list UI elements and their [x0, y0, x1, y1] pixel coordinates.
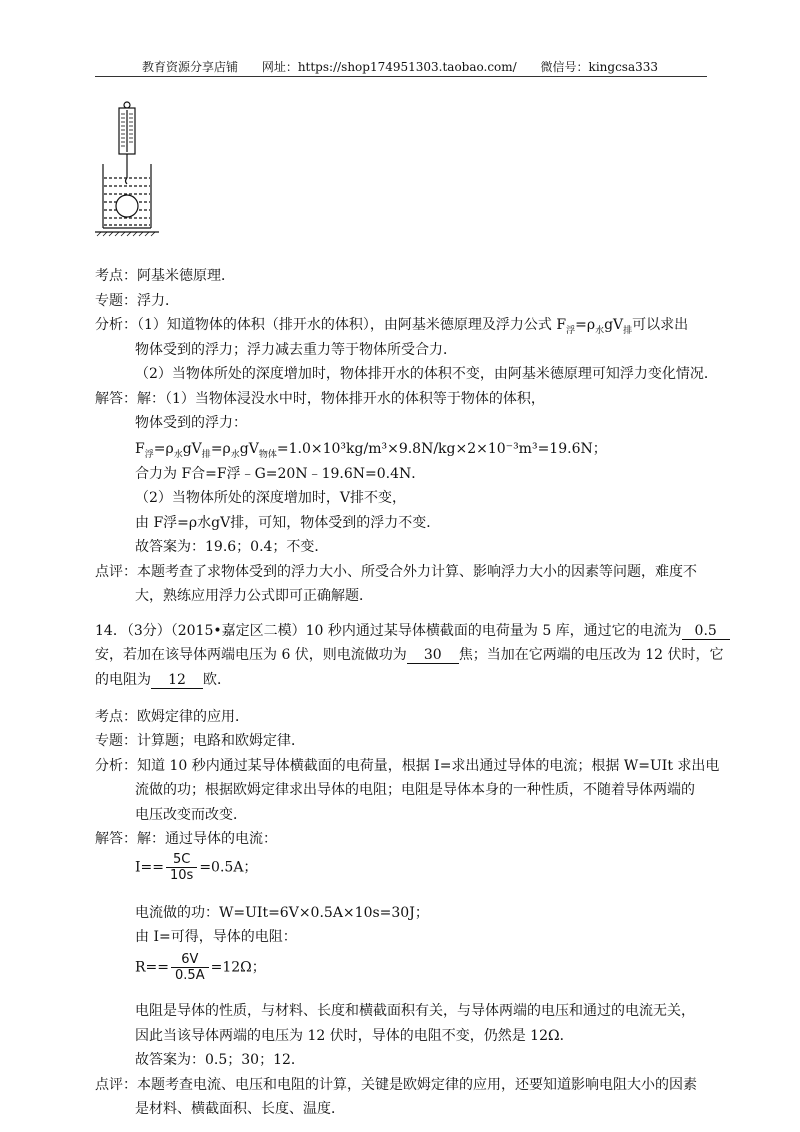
q14-stem-line1: 14．（3分）（2015•嘉定区二模）10 秒内通过某导体横截面的电荷量为 5 库，通过它的电流为 0.5	[95, 620, 730, 640]
page-header	[0, 58, 800, 75]
shop-name: 教育资源分享店铺	[141, 60, 238, 74]
header-divider	[95, 76, 707, 77]
q13-buoyancy-formula: $F_浮=\rho_水gV_排=\rho_水gV_{物体}=1.0\times 10^3kg/m^3\times 9.8N/kg\times 2\times 10^{-3}m^3=19.6N$；	[135, 441, 607, 460]
q13-fenxi-line1: 分析：（1）知道物体的体积（排开水的体积），由阿基米德原理及浮力公式 $F_浮=\rho_水gV_排$可以求出	[95, 317, 689, 336]
q13-jieda-line4: 由 F浮=ρ水gV排，可知，物体受到的浮力不变．	[135, 515, 441, 531]
q14-stem-line3: 的电阻为 12 欧．	[95, 672, 231, 688]
q14-dianping-line2: 是材料、横截面积、长度、温度．	[135, 1101, 345, 1117]
shop-url: 网址：https://shop174951303.taobao.com/	[261, 60, 517, 74]
q14-kaodian: 考点：欧姆定律的应用．	[95, 709, 249, 725]
q14-prop-line2: 因此当该导体两端的电压为 12 伏时，导体的电阻不变，仍然是 12Ω．	[135, 1028, 574, 1044]
q13-jieda-line1: 解答：解：（1）当物体浸没水中时，物体排开水的体积等于物体的体积，	[95, 391, 545, 407]
q14-fenxi-line1: 分析：知道 10 秒内通过某导体横截面的电荷量，根据 I=求出通过导体的电流；根据 W=UIt 求出电	[95, 758, 720, 774]
wechat-id: 微信号：kingcsa333	[540, 60, 659, 74]
q14-jieda-line1: 解答：解：通过导体的电流：	[95, 831, 277, 847]
q14-dianping-line1: 点评：本题考查电流、电压和电阻的计算，关键是欧姆定律的应用，还要知道影响电阻大小的因素	[95, 1077, 697, 1093]
q13-jieda-line2: 物体受到的浮力：	[135, 415, 247, 431]
q13-fenxi-line2: 物体受到的浮力；浮力减去重力等于物体所受合力．	[135, 342, 457, 358]
q13-jieda-line3: （2）当物体所处的深度增加时，V排不变，	[135, 490, 407, 506]
q13-answer: 故答案为：19.6；0.4；不变．	[135, 539, 329, 555]
q14-answer: 故答案为：0.5；30；12．	[135, 1052, 305, 1068]
q13-zhuanti: 专题：浮力．	[95, 293, 179, 309]
q14-work: 电流做的功：W=UIt=6V×0.5A×10s=30J；	[135, 905, 429, 921]
q13-kaodian: 考点：阿基米德原理．	[95, 268, 235, 284]
q14-blank-current: 0.5	[682, 623, 730, 640]
q14-ohm: 由 I=可得，导体的电阻：	[135, 929, 297, 945]
q14-stem-line2: 安，若加在该导体两端电压为 6 伏，则电流做功为 30 焦；当加在它两端的电压改为 12 伏时，它	[95, 647, 724, 663]
q14-current-fraction: $\frac{5C}{10s}$	[166, 852, 197, 883]
q14-prop-line1: 电阻是导体的性质，与材料、长度和横截面积有关，与导体两端的电压和通过的电流无关，	[135, 1003, 695, 1019]
q14-resistance-formula: R== $\frac{6V}{0.5A}$ =12Ω；	[135, 952, 266, 983]
q14-blank-resistance: 12	[151, 672, 203, 689]
q13-fenxi-line3: （2）当物体所处的深度增加时，物体排开水的体积不变，由阿基米德原理可知浮力变化情况．	[135, 366, 718, 382]
q14-current-formula: I== $\frac{5C}{10s}$ =0.5A；	[135, 852, 258, 883]
q14-zhuanti: 专题：计算题；电路和欧姆定律．	[95, 733, 305, 749]
q14-blank-work: 30	[407, 647, 459, 664]
q13-dianping-line1: 点评：本题考查了求物体受到的浮力大小、所受合外力计算、影响浮力大小的因素等问题，难度不	[95, 564, 697, 580]
q14-resistance-fraction: $\frac{6V}{0.5A}$	[171, 952, 209, 983]
q13-dianping-line2: 大，熟练应用浮力公式即可正确解题．	[135, 588, 373, 604]
q14-fenxi-line3: 电压改变而改变．	[135, 807, 247, 823]
q13-net-force: 合力为 F合=F浮﹣G=20N﹣19.6N=0.4N．	[135, 466, 426, 482]
q14-fenxi-line2: 流做的功；根据欧姆定律求出导体的电阻；电阻是导体本身的一种性质，不随着导体两端的	[135, 782, 695, 798]
spring-scale-beaker-figure	[95, 98, 245, 243]
